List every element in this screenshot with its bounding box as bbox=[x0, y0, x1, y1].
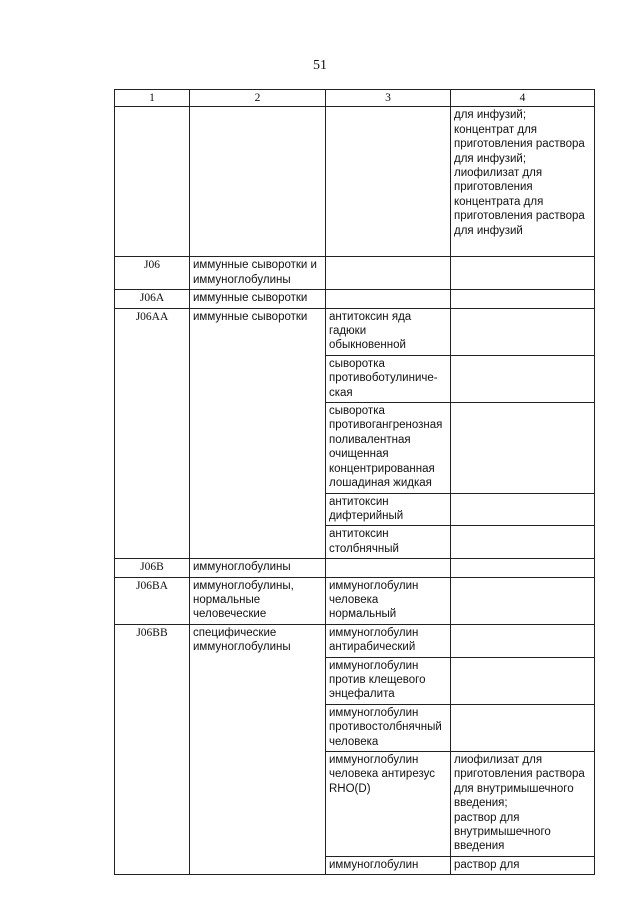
dosage-form-cell bbox=[451, 657, 595, 704]
drug-name-cell bbox=[326, 107, 451, 257]
drug-name-cell: иммуноглобулин человека нормальный bbox=[326, 577, 451, 624]
page-number: 51 bbox=[313, 58, 327, 73]
drug-name-cell: антитоксин яда гадюки обыкновенной bbox=[326, 308, 451, 355]
table-row bbox=[115, 559, 595, 577]
atc-code-cell: J06B bbox=[115, 559, 190, 577]
dosage-form-cell bbox=[451, 577, 595, 624]
dosage-form-cell bbox=[451, 290, 595, 308]
dosage-form-cell bbox=[451, 257, 595, 290]
table-row bbox=[115, 107, 595, 257]
atc-group-cell: специфические иммуноглобулины bbox=[190, 624, 326, 875]
drug-name-cell: антитоксин дифтерийный bbox=[326, 493, 451, 526]
table-row bbox=[115, 577, 595, 624]
atc-code-cell: J06AA bbox=[115, 308, 190, 559]
dosage-form-cell bbox=[451, 526, 595, 559]
atc-code-cell: J06A bbox=[115, 290, 190, 308]
drug-name-cell: иммуноглобулин противостолбнячный человека bbox=[326, 704, 451, 751]
drug-name-cell: иммуноглобулин антирабический bbox=[326, 624, 451, 657]
column-header-1: 1 bbox=[115, 90, 190, 107]
drug-name-cell: сыворотка противогангренозная поливалентная очищенная концентрированная лошадиная жидкая bbox=[326, 403, 451, 493]
dosage-form-cell bbox=[451, 355, 595, 402]
dosage-form-cell: раствор для bbox=[451, 856, 595, 874]
atc-code-cell: J06BB bbox=[115, 624, 190, 875]
atc-code-cell: J06BA bbox=[115, 577, 190, 624]
drug-name-cell bbox=[326, 559, 451, 577]
table-row bbox=[115, 290, 595, 308]
drug-classification-table bbox=[114, 89, 595, 875]
atc-code-cell: J06 bbox=[115, 257, 190, 290]
drug-name-cell: иммуноглобулин против клещевого энцефалита bbox=[326, 657, 451, 704]
dosage-form-cell bbox=[451, 704, 595, 751]
atc-group-cell: иммунные сыворотки и иммуноглобулины bbox=[190, 257, 326, 290]
drug-name-cell bbox=[326, 290, 451, 308]
dosage-form-cell bbox=[451, 559, 595, 577]
drug-name-cell: иммуноглобулин bbox=[326, 856, 451, 874]
column-header-4: 4 bbox=[451, 90, 595, 107]
atc-group-cell: иммуноглобулины bbox=[190, 559, 326, 577]
drug-name-cell: сыворотка противоботулиниче- ская bbox=[326, 355, 451, 402]
dosage-form-cell bbox=[451, 403, 595, 493]
table-header-row bbox=[115, 90, 595, 107]
column-header-2: 2 bbox=[190, 90, 326, 107]
atc-group-cell bbox=[190, 107, 326, 257]
drug-name-cell: антитоксин столбнячный bbox=[326, 526, 451, 559]
drug-name-cell: иммуноглобулин человека антирезус RHO(D) bbox=[326, 752, 451, 857]
atc-group-cell: иммунные сыворотки bbox=[190, 308, 326, 559]
atc-group-cell: иммуноглобулины, нормальные человеческие bbox=[190, 577, 326, 624]
column-header-3: 3 bbox=[326, 90, 451, 107]
atc-code-cell bbox=[115, 107, 190, 257]
dosage-form-cell bbox=[451, 493, 595, 526]
dosage-form-cell: для инфузий; концентрат для приготовления раствора для инфузий; лиофилизат для приготовления концентрата для приготовления раствора для инфузий bbox=[451, 107, 595, 257]
dosage-form-cell bbox=[451, 308, 595, 355]
drug-name-cell bbox=[326, 257, 451, 290]
atc-group-cell: иммунные сыворотки bbox=[190, 290, 326, 308]
dosage-form-cell: лиофилизат для приготовления раствора для внутримышечного введения; раствор для внутримышечного введения bbox=[451, 752, 595, 857]
table-row bbox=[115, 308, 595, 355]
table-row bbox=[115, 624, 595, 657]
dosage-form-cell bbox=[451, 624, 595, 657]
table-row bbox=[115, 257, 595, 290]
